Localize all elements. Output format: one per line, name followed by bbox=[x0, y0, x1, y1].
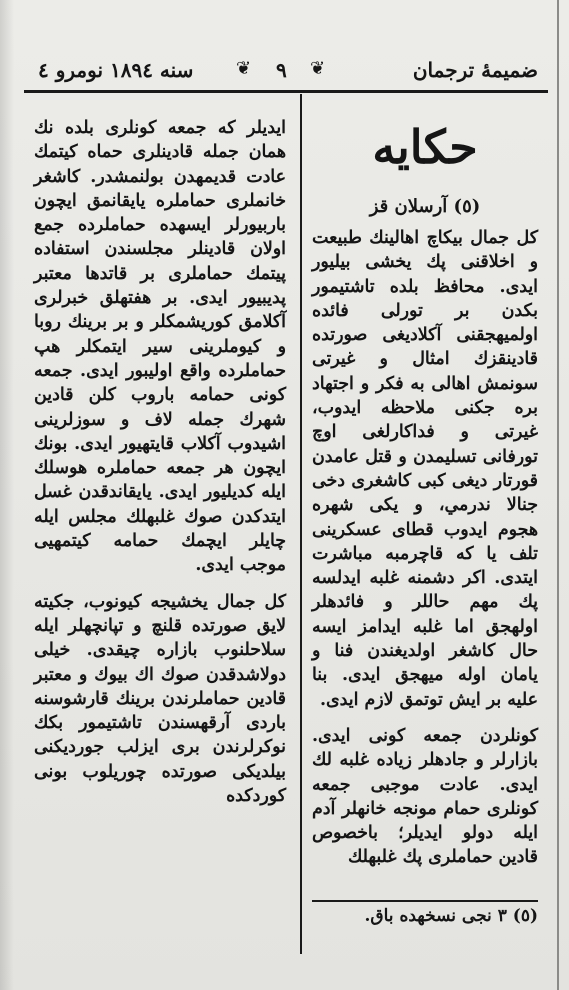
column-divider bbox=[300, 94, 302, 954]
footnote: (٥) ٣ نجى نسخهده باق. bbox=[364, 906, 538, 926]
footnote-rule bbox=[312, 900, 538, 902]
page-right-edge bbox=[557, 0, 559, 990]
paragraph: کل جمال بيکاچ اهالينك طبيعت و اخلاقنى پك يخشى بيليور ايدى. محافظ بلده تاشتيمور بکدن بر تورلى فائده اولميهجقنى آکلاديغى صورتده قادينقزك امثال و غيرتى سونمش اهالى به فکر و اجتهاد بره جکنى ملاحظه ايدوب، غيرتى و فداکارلغى اوچ تورفانى تسليمدن و قتل عامدن قورتار ديغى کبى کاشغرى دخى جنالا ندرمي، و يکى شهره هجوم ايدوب قطاى عسکرينى تلف يا که قاچرمبه مباشرت ايتدى. اکر دشمنه غلبه ايدلسه پك مهم حاللر و فائدهلر اولهجق اما غلبه ايدامز ايسه حال کاشغر اولديغندن فنا و يامان اوله ميهجق ايدى. بنا عليه بر ايش توتمق لازم ايدى. bbox=[312, 228, 538, 710]
ornament-right-icon: ❦ bbox=[310, 58, 326, 79]
paragraph: کل جمال يخشيجه کيونوب، جکيته لايق صورتده قلنچ و تپانچهلر ايله سلاحلنوب بازاره چيقدى. خيلى دولاشدقدن صوك اك بيوك و معتبر قادين حماملرندن برينك قارشوسنه باردى آرقهسندن تاشتيمور بکك نوکرلرندن برى ايزلب جورديکنى بيلديکى صورتده چوريلوب بونى کوردکده bbox=[34, 591, 286, 807]
story-subtitle: (٥) آرسلان قز bbox=[369, 196, 481, 217]
story-title: حکايه bbox=[372, 120, 478, 174]
issue-info: سنه ١٨٩٤ نومرو ٤ bbox=[38, 58, 194, 82]
left-column bbox=[34, 116, 286, 808]
paragraph: ايديلر که جمعه کونلرى بلده نك همان جمله قادينلرى حماه کيتمك عادت قديمهدن بولنمشدر. کاشغر خانملرى حماملره يايقانمق ايچون باربيورلر ايسهده حماملرده جمع اولان قادينلر مجلسندن استفاده پيتمك حماملرى بر قاتدها معتبر پديبيور ايدى. بر هفتهلق خبرلرى آکلامق کوريشمکلر و بر برينك روبا و کيوملرينى سير ايتمکلر هپ حماملرده واقع اوليبور ايدى. جمعه کونى حمامه باروب کلن قادين شهرك جمله لاف و سوزلرينى اشيدوب آکلاب قايتهيور ايدى. بونك ايچون هر جمعه حماملره هوسلك ايله کديليور ايدى. يايقاندقدن غسل ايتدکدن صوك غلبهلك مجلس ايله چايلر ايچمك حمامه کيتمهيى موجب ايدى. bbox=[34, 118, 286, 576]
ornament-left-icon: ❦ bbox=[236, 58, 252, 79]
page-number: ٩ bbox=[276, 58, 287, 82]
header-rule bbox=[24, 90, 548, 93]
page-header bbox=[20, 52, 548, 92]
newspaper-title: ضميمهٔ ترجمان bbox=[412, 58, 538, 82]
right-column bbox=[312, 226, 538, 870]
page-edge-shadow bbox=[0, 0, 14, 990]
paragraph: کونلردن جمعه کونى ايدى. بازارلر و جادهلر زياده غلبه لك ايدى. عادت موجبى جمعه کونلرى حمام مونجه خانهلر آدم ايله دولو ايديلر؛ باخصوص قادين حماملرى پك غلبهلك bbox=[312, 725, 538, 868]
